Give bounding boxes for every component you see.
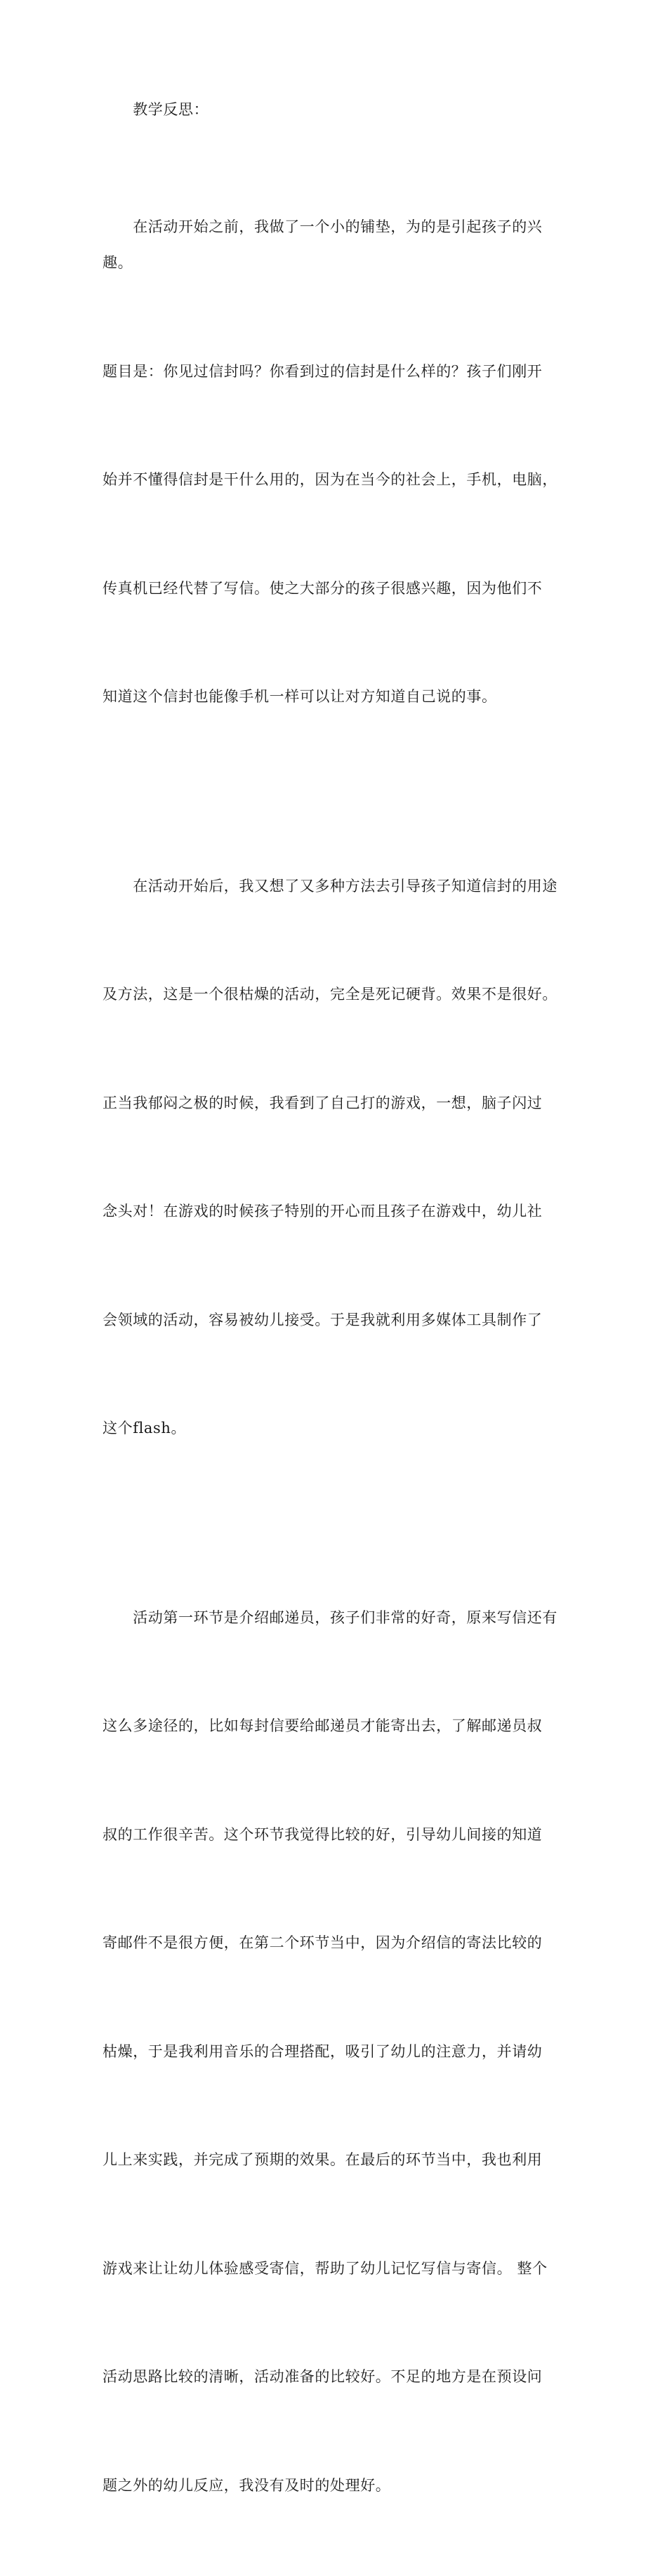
text-line: 活动思路比较的清晰，活动准备的比较好。不足的地方是在预设问 (103, 2359, 572, 2396)
paragraph-gap (103, 128, 572, 137)
text-line: 正当我郁闷之极的时候，我看到了自己打的游戏，一想，脑子闪过 (103, 1085, 572, 1122)
text-line: 枯燥，于是我利用音乐的合理搭配，吸引了幼儿的注意力，并请幼 (103, 2034, 572, 2070)
text-line: 儿上来实践，并完成了预期的效果。在最后的环节当中，我也利用 (103, 2142, 572, 2179)
text-line: 叔的工作很辛苦。这个环节我觉得比较的好，引导幼儿间接的知道 (103, 1817, 572, 1854)
text-line: 这么多途径的，比如每封信要给邮递员才能寄出去，了解邮递员叔 (103, 1708, 572, 1745)
text-line: 在活动开始之前，我做了一个小的铺垫，为的是引起孩子的兴趣。 (103, 209, 572, 282)
text-line: 题目是：你见过信封吗？你看到过的信封是什么样的？孩子们刚开 (103, 354, 572, 390)
text-line: 题之外的幼儿反应，我没有及时的处理好。 (103, 2468, 572, 2504)
paragraph-1 (103, 137, 572, 788)
text-line: 寄邮件不是很方便，在第二个环节当中，因为介绍信的寄法比较的 (103, 1925, 572, 1962)
text-line: 会领域的活动，容易被幼儿接受。于是我就利用多媒体工具制作了 (103, 1302, 572, 1339)
heading-text: 教学反思： (133, 101, 209, 118)
text-line: 知道这个信封也能像手机一样可以让对方知道自己说的事。 (103, 679, 572, 715)
text-line: 及方法，这是一个很枯燥的活动，完全是死记硬背。效果不是很好。 (103, 977, 572, 1013)
paragraph-gap (103, 1519, 572, 1528)
document-page (0, 0, 667, 944)
text-line: 游戏来让让幼儿体验感受寄信，帮助了幼儿记忆写信与寄信。 整个 (103, 2251, 572, 2287)
section-heading (103, 92, 572, 128)
text-line: 活动第一环节是介绍邮递员，孩子们非常的好奇，原来写信还有 (103, 1600, 572, 1637)
paragraph-3 (103, 1528, 572, 2576)
text-line: 在活动开始后，我又想了又多种方法去引导孩子知道信封的用途 (103, 868, 572, 905)
paragraph-gap (103, 788, 572, 796)
text-line: 这个flash。 (103, 1411, 572, 1447)
document-body (103, 92, 572, 2576)
paragraph-2 (103, 796, 572, 1519)
text-line: 始并不懂得信封是干什么用的，因为在当今的社会上，手机，电脑， (103, 462, 572, 498)
text-line: 传真机已经代替了写信。使之大部分的孩子很感兴趣，因为他们不 (103, 571, 572, 607)
text-line: 念头对！在游戏的时候孩子特别的开心而且孩子在游戏中，幼儿社 (103, 1194, 572, 1230)
